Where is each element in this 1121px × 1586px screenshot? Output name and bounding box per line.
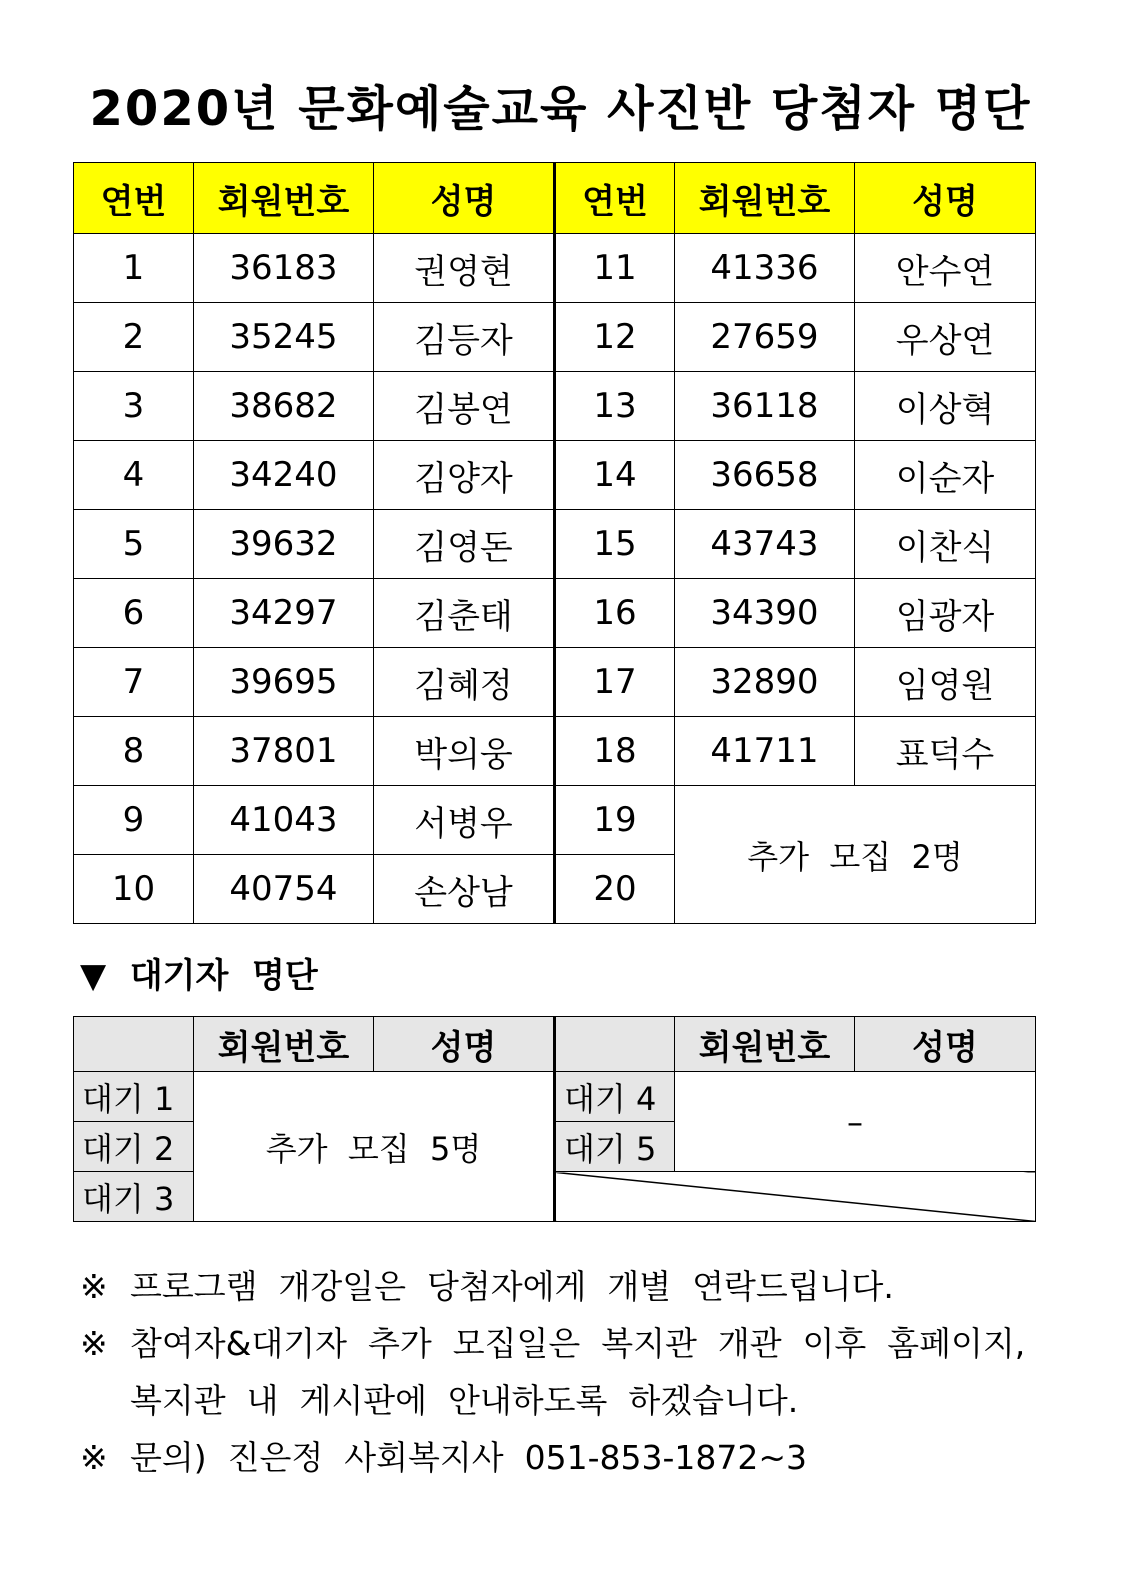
table-row [74, 579, 1036, 648]
table-row [74, 786, 1036, 855]
name-cell: 표덕수 [855, 717, 1036, 786]
wait-left-note: 추가 모집 5명 [194, 1072, 555, 1222]
wait-label: 대기 1 [74, 1072, 194, 1122]
waiting-list-heading: ▼ 대기자 명단 [80, 956, 318, 996]
seq-cell: 12 [555, 303, 675, 372]
header-name: 성명 [855, 163, 1036, 234]
header-seq: 연번 [555, 163, 675, 234]
member-no-cell: 32890 [675, 648, 855, 717]
table-row [74, 441, 1036, 510]
table-row [74, 303, 1036, 372]
note-line [80, 1315, 1025, 1372]
page-title: 2020년 문화예술교육 사진반 당첨자 명단 [89, 81, 1032, 137]
seq-cell: 5 [74, 510, 194, 579]
winners-header-row [74, 163, 1036, 234]
seq-cell: 20 [555, 855, 675, 924]
seq-cell: 17 [555, 648, 675, 717]
seq-cell: 3 [74, 372, 194, 441]
header-member-no: 회원번호 [675, 163, 855, 234]
name-cell: 김봉연 [374, 372, 555, 441]
name-cell: 김양자 [374, 441, 555, 510]
waiting-header-row [74, 1017, 1036, 1072]
table-row [74, 648, 1036, 717]
member-no-cell: 34297 [194, 579, 374, 648]
table-row [74, 234, 1036, 303]
note-text: 문의) 진은정 사회복지사 051-853-1872~3 [130, 1438, 808, 1477]
name-cell: 서병우 [374, 786, 555, 855]
wait-label: 대기 4 [555, 1072, 675, 1122]
member-no-cell: 41336 [675, 234, 855, 303]
name-cell: 권영현 [374, 234, 555, 303]
name-cell: 김춘태 [374, 579, 555, 648]
member-no-cell: 36183 [194, 234, 374, 303]
header-seq: 연번 [74, 163, 194, 234]
name-cell: 김혜정 [374, 648, 555, 717]
seq-cell: 8 [74, 717, 194, 786]
member-no-cell: 37801 [194, 717, 374, 786]
seq-cell: 2 [74, 303, 194, 372]
note-text: 복지관 내 게시판에 안내하도록 하겠습니다. [130, 1381, 799, 1420]
name-cell: 우상연 [855, 303, 1036, 372]
name-cell: 이순자 [855, 441, 1036, 510]
reference-mark: ※ [80, 1438, 108, 1477]
note-text: 프로그램 개강일은 당첨자에게 개별 연락드립니다. [130, 1267, 894, 1306]
reference-mark: ※ [80, 1267, 108, 1306]
member-no-cell: 27659 [675, 303, 855, 372]
name-cell: 김등자 [374, 303, 555, 372]
member-no-cell: 39695 [194, 648, 374, 717]
note-line [80, 1258, 1025, 1315]
seq-cell: 10 [74, 855, 194, 924]
member-no-cell: 34240 [194, 441, 374, 510]
table-row [74, 717, 1036, 786]
extra-recruit-note: 추가 모집 2명 [675, 786, 1036, 924]
member-no-cell: 41043 [194, 786, 374, 855]
waiting-table [73, 1016, 1036, 1222]
seq-cell: 16 [555, 579, 675, 648]
name-cell: 이찬식 [855, 510, 1036, 579]
seq-cell: 18 [555, 717, 675, 786]
name-cell: 임영원 [855, 648, 1036, 717]
member-no-cell: 41711 [675, 717, 855, 786]
table-row [74, 1072, 1036, 1122]
wait-right-note: – [675, 1072, 1036, 1172]
seq-cell: 14 [555, 441, 675, 510]
wait-label: 대기 5 [555, 1122, 675, 1172]
member-no-cell: 34390 [675, 579, 855, 648]
member-no-cell: 39632 [194, 510, 374, 579]
note-line [80, 1429, 1025, 1486]
reference-mark: ※ [80, 1324, 108, 1363]
table-row [74, 510, 1036, 579]
wait-label: 대기 2 [74, 1122, 194, 1172]
winners-table [73, 162, 1036, 924]
seq-cell: 4 [74, 441, 194, 510]
notes [80, 1258, 1025, 1486]
seq-cell: 9 [74, 786, 194, 855]
member-no-cell: 43743 [675, 510, 855, 579]
seq-cell: 15 [555, 510, 675, 579]
empty-diagonal-cell [555, 1172, 1036, 1222]
name-cell: 임광자 [855, 579, 1036, 648]
seq-cell: 13 [555, 372, 675, 441]
wait-label: 대기 3 [74, 1172, 194, 1222]
name-cell: 김영돈 [374, 510, 555, 579]
seq-cell: 7 [74, 648, 194, 717]
header-member-no: 회원번호 [194, 1017, 374, 1072]
header-member-no: 회원번호 [675, 1017, 855, 1072]
name-cell: 이상혁 [855, 372, 1036, 441]
seq-cell: 19 [555, 786, 675, 855]
header-name: 성명 [855, 1017, 1036, 1072]
member-no-cell: 40754 [194, 855, 374, 924]
note-text: 참여자&대기자 추가 모집일은 복지관 개관 이후 홈페이지, [130, 1324, 1026, 1363]
header-name: 성명 [374, 163, 555, 234]
note-line [80, 1372, 1025, 1429]
name-cell: 손상남 [374, 855, 555, 924]
seq-cell: 11 [555, 234, 675, 303]
header-blank [74, 1017, 194, 1072]
header-member-no: 회원번호 [194, 163, 374, 234]
header-blank [555, 1017, 675, 1072]
member-no-cell: 38682 [194, 372, 374, 441]
seq-cell: 1 [74, 234, 194, 303]
seq-cell: 6 [74, 579, 194, 648]
name-cell: 안수연 [855, 234, 1036, 303]
header-name: 성명 [374, 1017, 555, 1072]
member-no-cell: 36658 [675, 441, 855, 510]
table-row [74, 372, 1036, 441]
member-no-cell: 36118 [675, 372, 855, 441]
name-cell: 박의웅 [374, 717, 555, 786]
member-no-cell: 35245 [194, 303, 374, 372]
